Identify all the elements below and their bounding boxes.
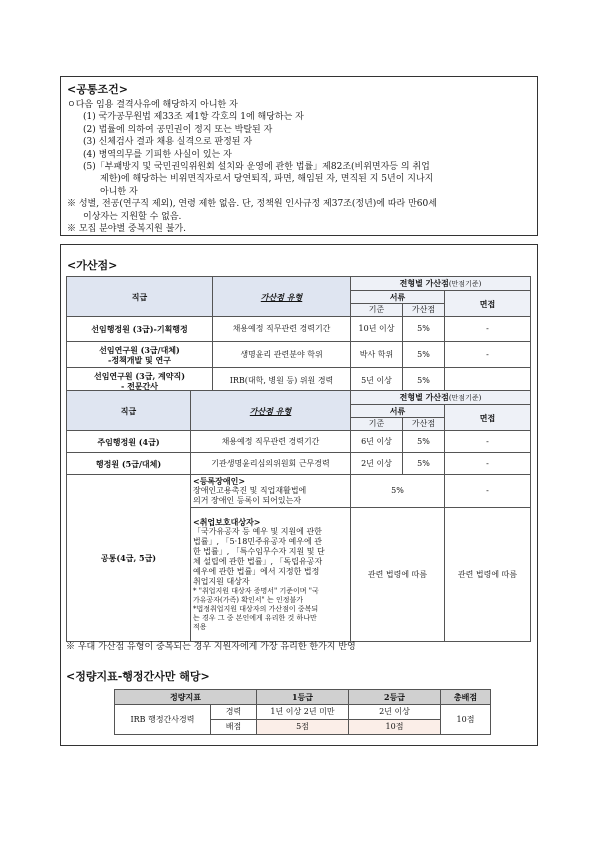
t2-employ-type: <취업보호대상자> 「국가유공자 등 예우 및 지원에 관한 법률」, 「5·18민주유공자 예우에 관 한 법률」, 「특수임무수자 지원 및 단 체 설립에 관한 법률」, 「독립유공자 예우에 관한 법률」에서 지정한 법정 취업지원 대상자 * "취업지원 대상자 증명서" 기준이며 "국 가유공자(가족) 확인서" 는 인정불가 *법정취업지원 대상자의 가산점이 중복되 는 경우 그 중 본인에게 유리한 것 하나만 적용 [191,508,351,642]
common-item-5c: 아니한 자 [100,186,138,197]
t1-header-stage: 전형별 가산점(만점기준) [351,277,531,291]
t2-header-stage: 전형별 가산점(만점기준) [351,391,531,405]
t3-row-label: IRB 행정간사경력 [115,705,211,735]
t1-row2-pts: 5% [403,342,445,368]
t2-row1-pts: 5% [403,431,445,453]
common-conditions-box [60,76,538,236]
t1-row3-type: IRB(대학, 병원 등) 위원 경력 [213,368,351,394]
t1-row2-type: 생명윤리 관련분야 학위 [213,342,351,368]
t2-row1-grade: 주임행정원 (4급) [67,431,191,453]
t1-row1-itv: - [445,317,531,342]
t2-header-type: 가산점 유형 [191,391,351,431]
t2-row2-std: 2년 이상 [351,453,403,475]
t3-sub-career: 경력 [211,705,257,720]
t1-header-type: 가산점 유형 [213,277,351,317]
common-conditions-title: <공통조건> [67,83,128,96]
t3-total: 10점 [441,705,491,735]
t3-sub-score: 배점 [211,720,257,735]
t2-header-std: 기준 [351,418,403,431]
t3-g2-career: 2년 이상 [349,705,441,720]
t2-header-grade: 직급 [67,391,191,431]
t2-employ-doc: 관련 법령에 따름 [351,508,445,642]
t2-row2-pts: 5% [403,453,445,475]
t3-header-g2: 2등급 [349,690,441,705]
bonus-note: ※ 우대 가산점 유형이 중복되는 경우 지원자에게 가장 유리한 한가지 반영 [66,642,356,652]
t1-row2-std: 박사 학위 [351,342,403,368]
bonus-table-2 [66,390,531,642]
t1-row2-itv: - [445,342,531,368]
t1-header-grade: 직급 [67,277,213,317]
t3-header-g1: 1등급 [257,690,349,705]
common-item-3: (3) 신체검사 결과 채용 실격으로 판정된 자 [83,137,253,148]
quant-title: <정량지표-행정간사만 해당> [66,670,210,683]
common-item-2: (2) 법률에 의하여 공민권이 정지 또는 박탈된 자 [83,124,273,135]
common-item-5b: 제한)에 해당하는 비위면직자로서 당연퇴직, 파면, 해임된 자, 면직된 지 5년이 지나지 [100,174,434,185]
t3-header-total: 총배점 [441,690,491,705]
t1-row1-grade: 선임행정원 (3급)-기획행정 [67,317,213,342]
quant-table [114,689,491,735]
bonus-title: <가산점> [67,259,118,272]
t3-g1-score: 5점 [257,720,349,735]
t2-header-interview: 면접 [445,405,531,431]
t2-disabled-type: <등록장애인> 장애인고용촉진 및 직업재활법에 의거 장애인 등록이 되어있는자 [191,475,351,508]
t1-row1-pts: 5% [403,317,445,342]
t2-row1-std: 6년 이상 [351,431,403,453]
t3-g2-score: 10점 [349,720,441,735]
common-note-1b: 이상자는 지원할 수 없음. [83,211,182,222]
bonus-table-1 [66,276,531,394]
t1-row3-grade: 선임연구원 (3급, 계약직) - 전문간사 [67,368,213,394]
t1-row1-type: 채용예정 직무관련 경력기간 [213,317,351,342]
t1-header-std: 기준 [351,304,403,317]
common-item-1: (1) 국가공무원법 제33조 제1항 각호의 1에 해당하는 자 [83,112,304,123]
t1-row1-std: 10년 이상 [351,317,403,342]
t3-g1-career: 1년 이상 2년 미만 [257,705,349,720]
t1-row3-pts: 5% [403,368,445,394]
t2-row2-type: 기관생명윤리심의위원회 근무경력 [191,453,351,475]
common-item-4: (4) 병역의무를 기피한 사실이 있는 자 [83,149,232,160]
t2-disabled-doc: 5% [351,475,445,508]
common-intro: ㅇ다음 임용 결격사유에 해당하지 아니한 자 [67,100,238,110]
t2-row2-grade: 행정원 (5급/대체) [67,453,191,475]
t2-disabled-itv: - [445,475,531,508]
t2-employ-itv: 관련 법령에 따름 [445,508,531,642]
common-note-1a: ※ 성별, 전공(연구직 제외), 연령 제한 없음. 단, 정책원 인사규정 제37조(정년)에 따라 만60세 [67,199,437,210]
t2-row2-itv: - [445,453,531,475]
t2-row1-type: 채용예정 직무관련 경력기간 [191,431,351,453]
common-note-2: ※ 모집 분야별 중복지원 불가. [67,224,186,235]
t3-header-index: 정량지표 [115,690,257,705]
t1-header-doc: 서류 [351,291,445,304]
t2-header-doc: 서류 [351,405,445,418]
common-item-5a: (5)「부패방지 및 국민권익위원회 설치와 운영에 관한 법률」제82조(비위면자등 의 취업 [83,162,430,173]
t1-row3-std: 5년 이상 [351,368,403,394]
t1-header-pts: 가산점 [403,304,445,317]
t1-header-interview: 면접 [445,291,531,317]
t2-header-pts: 가산점 [403,418,445,431]
t2-common-grade: 공통(4급, 5급) [67,475,191,642]
t2-row1-itv: - [445,431,531,453]
t1-row2-grade: 선임연구원 (3급/대체) -정책개발 및 연구 [67,342,213,368]
